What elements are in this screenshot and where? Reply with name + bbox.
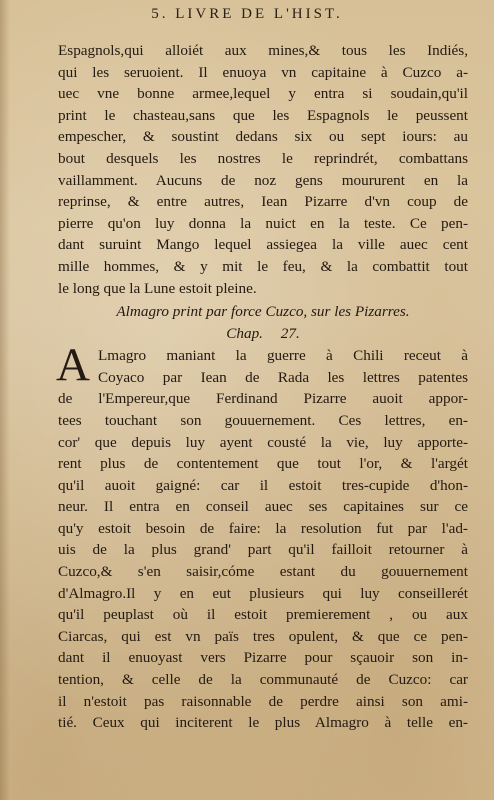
text-line: Coyaco par Iean de Rada les lettres patentes — [98, 368, 468, 386]
text-line: cor' que depuis luy ayent cousté la vie, luy apporte- — [58, 433, 468, 451]
text-line: bout desquels les nostres le reprindrét, combattans — [58, 149, 468, 167]
text-line: mille hommes, & y mit le feu, & la combattit tout — [58, 257, 468, 275]
paragraph-2-opening — [56, 339, 468, 392]
text-line: uis de la plus grand' part qu'il failloit retourner à — [58, 541, 468, 559]
text-block — [58, 40, 468, 734]
text-line: dant il enuoyast vers Pizarre pour sçauoir son in- — [58, 649, 468, 667]
text-line: reprinse, & entre autres, Iean Pizarre d'vn coup de — [58, 193, 468, 211]
text-line: rent plus de contentement que tout l'or, & l'argét — [58, 455, 468, 473]
chapter-heading: Almagro print par force Cuzco, sur les Pizarres. — [116, 303, 410, 321]
text-line: uec vne bonne armee,lequel y entra si soudain,qu'il — [58, 85, 468, 103]
text-line: qu'il peuplast où il estoit premierement , ou aux — [58, 606, 468, 624]
text-line: tention, & celle de la communauté de Cuzco: car — [58, 671, 468, 689]
text-line: qu'y estoit besoin de faire: la resolution fut par l'ad- — [58, 519, 468, 537]
text-line: Cuzco,& s'en saisir,cóme estant du gouuernement — [58, 563, 468, 581]
text-line: pierre qu'on luy donna la nuict en la teste. Ce pen- — [58, 214, 468, 232]
text-line: Espagnols,qui alloiét aux mines,& tous les Indiés, — [58, 42, 468, 59]
paragraph-1 — [58, 40, 468, 299]
text-line: tié. Ceux qui inciterent le plus Almagro à telle en- — [58, 714, 468, 732]
text-line: dant suruint Mango lequel assiegea la ville auec cent — [58, 236, 468, 254]
chapter-label: Chap. 27. — [226, 325, 300, 343]
text-line: qui les seruoient. Il enuoya vn capitaine à Cuzco a- — [58, 63, 468, 81]
text-line: qu'il auoit gaigné: car il estoit tres-cupide d'hon- — [58, 476, 468, 494]
page-edge-shadow — [0, 0, 10, 800]
text-line: vaillamment. Aucuns de noz gens moururent en la — [58, 171, 468, 189]
text-line: tees touchant son gouuernement. Ces lettres, en- — [58, 411, 468, 429]
text-line: empescher, & soustint dedans six ou sept iours: au — [58, 128, 468, 146]
text-line: le long que la Lune estoit pleine. — [58, 279, 257, 297]
text-line: Ciarcas, qui est vn païs tres opulent, & que ce pen- — [58, 627, 468, 645]
text-line: de l'Empereur,que Ferdinand Pizarre auoit appor- — [58, 390, 468, 408]
text-line: print le chasteau,sans que les Espagnols le peussent — [58, 106, 468, 124]
text-line: d'Almagro.Il y en eut plusieurs qui luy conseillerét — [58, 584, 468, 602]
text-line: Lmagro maniant la guerre à Chili receut à — [98, 347, 468, 365]
text-line: il n'estoit pas raisonnable de perdre ainsi son ami- — [58, 692, 468, 710]
text-line: neur. Il entra en conseil auec ses capitaines sur ce — [58, 498, 468, 516]
running-head: 5. LIVRE DE L'HIST. — [151, 6, 343, 22]
paragraph-2 — [58, 388, 468, 734]
drop-cap: A — [56, 339, 90, 392]
